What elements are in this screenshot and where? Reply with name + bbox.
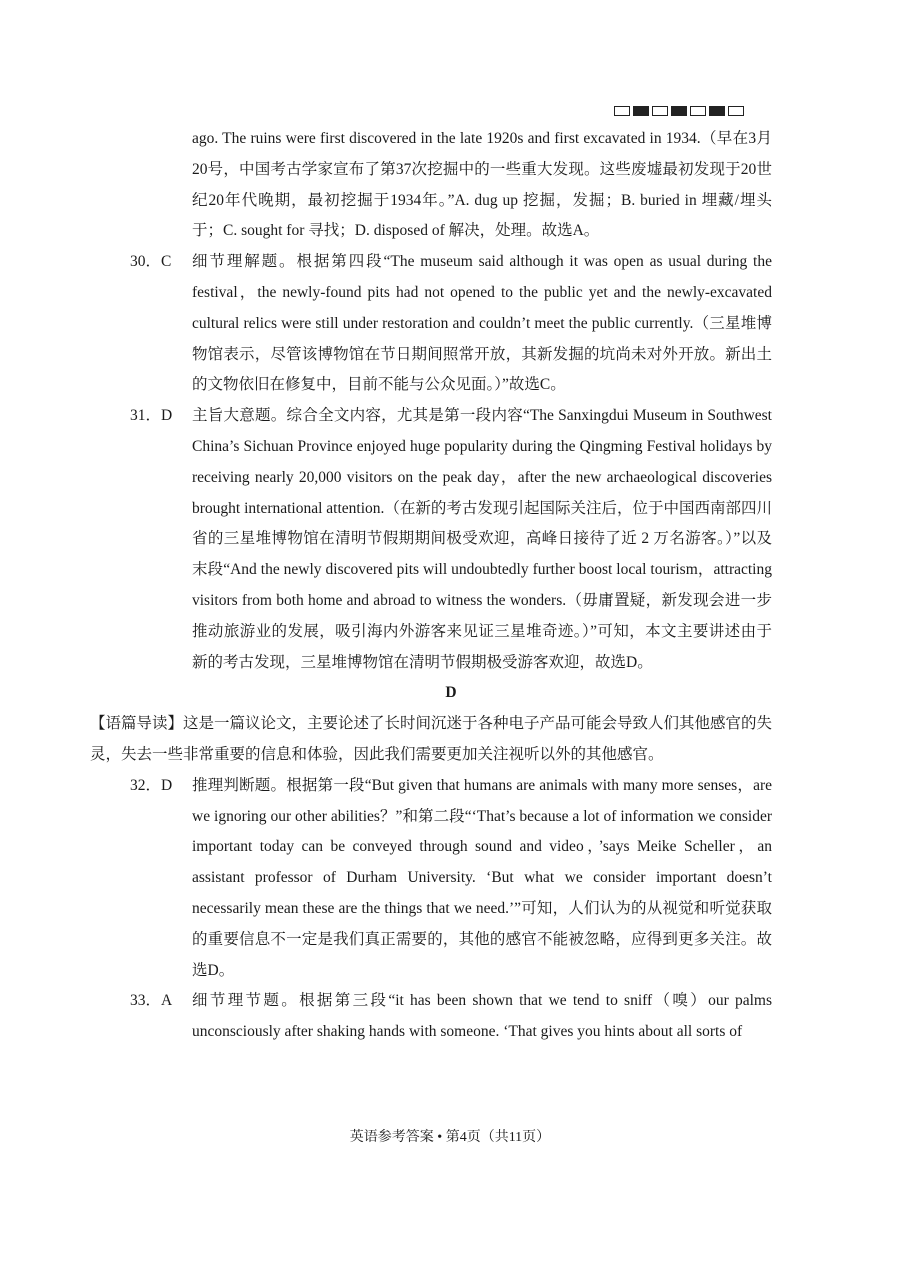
answer-32 bbox=[130, 771, 772, 987]
header-mark bbox=[671, 106, 687, 116]
answer-explanation: 推理判断题。根据第一段“But given that humans are animals with many more senses，are we ignoring our other abilities？”和第二段“‘That’s because a lot of information we consider important today can be conveyed through sound and video，’says Meike Scheller，an assistant professor of Durham University. ‘But what we consider important doesn’t necessarily mean these are the things that we need.’”可知，人们认为的从视觉和听觉获取的重要信息不一定是我们真正需要的，其他的感官不能被忽略，应得到更多关注。故选D。 bbox=[192, 776, 772, 979]
page-footer: 英语参考答案 • 第4页（共11页） bbox=[349, 1130, 551, 1145]
header-mark bbox=[709, 106, 725, 116]
section-heading: D bbox=[445, 684, 457, 702]
header-mark bbox=[652, 106, 668, 116]
answer-number: 31．D bbox=[130, 407, 173, 425]
answer-content bbox=[90, 124, 773, 1048]
header-marks bbox=[614, 106, 744, 116]
answer-29-continued: ago. The ruins were first discovered in the late 1920s and first excavated in 1934.（早在3月20号，中国考古学家宣布了第37次挖掘中的一些重大发现。这些废墟最初发现于20世纪20年代晚期，最初挖掘于1934年。”A. dug up 挖掘，发掘；B. buried in 埋藏/埋头于；C. sought for 寻找；D. disposed of 解决，处理。故选A。 bbox=[192, 130, 772, 240]
header-mark bbox=[690, 106, 706, 116]
answer-explanation: 主旨大意题。综合全文内容，尤其是第一段内容“The Sanxingdui Museum in Southwest China’s Sichuan Province enjoyed huge popularity during the Qingming Festival holidays by receiving nearly 20,000 visitors on the peak day，after the new archaeological discoveries brought international attention.（在新的考古发现引起国际关注后，位于中国西南部四川省的三星堆博物馆在清明节假期期间极受欢迎，高峰日接待了近 2 万名游客。）”以及末段“And the newly discovered pits will undoubtedly further boost local tourism，attracting visitors from both home and abroad to witness the wonders.（毋庸置疑，新发现会进一步推动旅游业的发展，吸引海内外游客来见证三星堆奇迹。）”可知，本文主要讲述由于新的考古发现，三星堆博物馆在清明节假期极受游客欢迎，故选D。 bbox=[192, 407, 772, 671]
header-mark bbox=[728, 106, 744, 116]
answer-number: 32．D bbox=[130, 776, 173, 794]
passage-intro: 【语篇导读】这是一篇议论文，主要论述了长时间沉迷于各种电子产品可能会导致人们其他感官的失灵，失去一些非常重要的信息和体验，因此我们需要更加关注视听以外的其他感官。 bbox=[90, 715, 773, 763]
answer-30 bbox=[130, 247, 772, 401]
answer-explanation: 细节理解题。根据第四段“The museum said although it was open as usual during the festival，the newly-found pits had not opened to the public yet and the newly-excavated cultural relics were still under restoration and couldn’t meet the public currently.（三星堆博物馆表示，尽管该博物馆在节日期间照常开放，其新发掘的坑尚未对外开放。新出土的文物依旧在修复中，目前不能与公众见面。）”故选C。 bbox=[192, 253, 772, 394]
answer-explanation: 细节理节题。根据第三段“it has been shown that we tend to sniff（嗅）our palms unconsciously after shaking hands with someone. ‘That gives you hints about all sorts of bbox=[192, 992, 772, 1041]
answer-31 bbox=[130, 401, 772, 678]
answer-number: 30．C bbox=[130, 253, 172, 271]
answer-number: 33．A bbox=[130, 992, 173, 1010]
header-mark bbox=[633, 106, 649, 116]
answer-33 bbox=[130, 986, 772, 1048]
header-mark bbox=[614, 106, 630, 116]
